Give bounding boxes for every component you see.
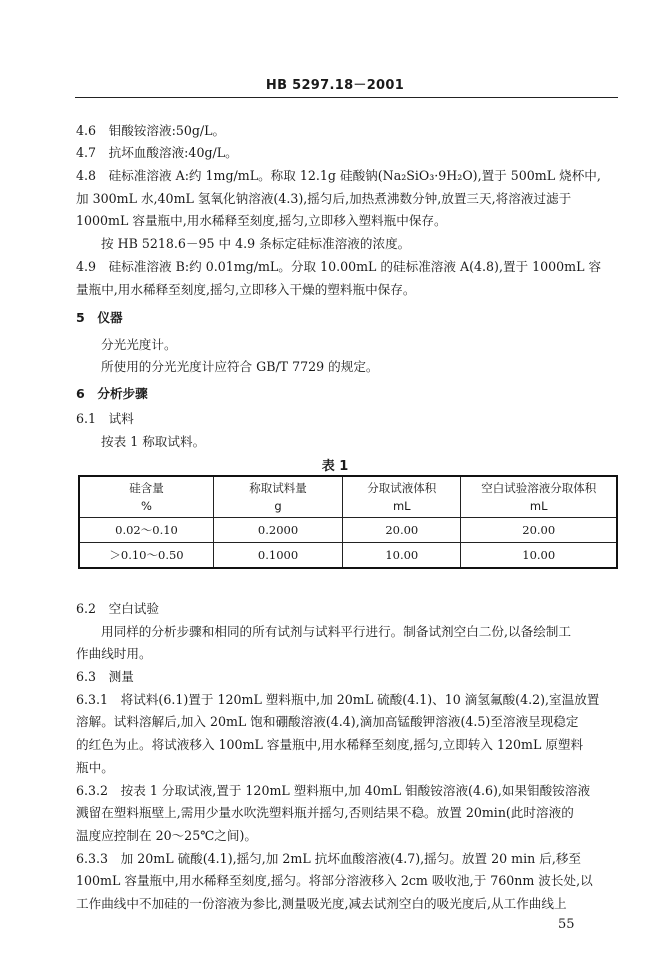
item-4-6: 4.6 钼酸铵溶液:50g/L。: [76, 123, 226, 138]
header-rule: [75, 97, 618, 98]
table-caption: 表 1: [321, 459, 349, 474]
section-5-heading: 5 仪器: [76, 310, 123, 325]
table-cell: 0.2000: [214, 518, 343, 543]
item-4-9: 4.9 硅标准溶液 B:约 0.01mg/mL。分取 10.00mL 的硅标准溶液 A(4.8),置于 1000mL 容: [76, 259, 602, 274]
table-cell: 20.00: [461, 518, 617, 543]
section-5-text-1: 分光光度计。: [101, 337, 177, 352]
item-4-7: 4.7 抗坏血酸溶液:40g/L。: [76, 145, 238, 160]
table-cell: 20.00: [343, 518, 461, 543]
header-unit: %: [141, 499, 152, 513]
item-4-8: 4.8 硅标准溶液 A:约 1mg/mL。称取 12.1g 硅酸钠(Na₂SiO₃·9H₂O),置于 500mL 烧杯中,: [76, 168, 601, 183]
item-4-8-cont-1: 加 300mL 水,40mL 氢氧化钠溶液(4.3),摇匀后,加热煮沸数分钟,放置三天,将溶液过滤于: [76, 191, 572, 206]
item-4-8-note: 按 HB 5218.6－95 中 4.9 条标定硅标准溶液的浓度。: [101, 236, 411, 251]
table-row: [79, 543, 617, 569]
table-cell: ＞0.10～0.50: [79, 543, 214, 569]
item-6-3-2-cont-1: 溅留在塑料瓶壁上,需用少量水吹洗塑料瓶并摇匀,否则结果不稳。放置 20min(此时溶液的: [76, 805, 574, 820]
header-label: 硅含量: [129, 481, 164, 495]
page-number: 55: [558, 917, 575, 932]
table-cell: 10.00: [343, 543, 461, 569]
item-6-3-1-cont-2: 的红色为止。将试液移入 100mL 容量瓶中,用水稀释至刻度,摇匀,立即转入 120mL 原塑料: [76, 737, 584, 752]
table-cell: 10.00: [461, 543, 617, 569]
section-6-2-heading: 6.2 空白试验: [76, 601, 159, 616]
header-cell-si-content: [79, 476, 214, 518]
table-cell: 0.1000: [214, 543, 343, 569]
item-6-3-1-cont-1: 溶解。试料溶解后,加入 20mL 饱和硼酸溶液(4.4),滴加高锰酸钾溶液(4.5)至溶液呈现稳定: [76, 714, 579, 729]
header-cell-sample-mass: [214, 476, 343, 518]
item-4-9-cont: 量瓶中,用水稀释至刻度,摇匀,立即移入干燥的塑料瓶中保存。: [76, 282, 416, 297]
header-unit: mL: [392, 499, 411, 513]
header-label: 称取试料量: [249, 481, 307, 495]
item-6-3-1-cont-3: 瓶中。: [76, 760, 114, 775]
page-header: HB 5297.18－2001: [265, 78, 405, 93]
item-6-3-3: 6.3.3 加 20mL 硫酸(4.1),摇匀,加 2mL 抗坏血酸溶液(4.7),摇匀。放置 20 min 后,移至: [76, 851, 582, 866]
table-1: [78, 475, 618, 569]
header-cell-blank-volume: [461, 476, 617, 518]
item-6-3-3-cont-2: 工作曲线中不加硅的一份溶液为参比,测量吸光度,减去试剂空白的吸光度后,从工作曲线上: [76, 896, 567, 911]
section-6-2-text-2: 作曲线时用。: [76, 646, 152, 661]
item-4-8-cont-2: 1000mL 容量瓶中,用水稀释至刻度,摇匀,立即移入塑料瓶中保存。: [76, 213, 447, 228]
section-5-text-2: 所使用的分光光度计应符合 GB/T 7729 的规定。: [101, 359, 379, 374]
header-unit: mL: [529, 499, 548, 513]
header-label: 空白试验溶液分取体积: [481, 481, 597, 495]
header-cell-aliquot-volume: [343, 476, 461, 518]
table-header-row: [79, 476, 617, 518]
header-label: 分取试液体积: [367, 481, 437, 495]
item-6-3-3-cont-1: 100mL 容量瓶中,用水稀释至刻度,摇匀。将部分溶液移入 2cm 吸收池,于 760nm 波长处,以: [76, 873, 593, 888]
item-6-3-2: 6.3.2 按表 1 分取试液,置于 120mL 塑料瓶中,加 40mL 钼酸铵溶液(4.6),如果钼酸铵溶液: [76, 783, 591, 798]
section-6-heading: 6 分析步骤: [76, 386, 148, 401]
section-6-1-text: 按表 1 称取试料。: [101, 434, 206, 449]
table-row: [79, 518, 617, 543]
item-6-3-2-cont-2: 温度应控制在 20～25℃之间)。: [76, 828, 257, 843]
table-cell: 0.02～0.10: [79, 518, 214, 543]
section-6-3-heading: 6.3 测量: [76, 669, 134, 684]
section-6-2-text-1: 用同样的分析步骤和相同的所有试剂与试料平行进行。制备试剂空白二份,以备绘制工: [101, 624, 571, 639]
header-unit: g: [274, 499, 282, 513]
item-6-3-1: 6.3.1 将试料(6.1)置于 120mL 塑料瓶中,加 20mL 硫酸(4.1)、10 滴氢氟酸(4.2),室温放置: [76, 692, 600, 707]
section-6-1-heading: 6.1 试料: [76, 411, 134, 426]
